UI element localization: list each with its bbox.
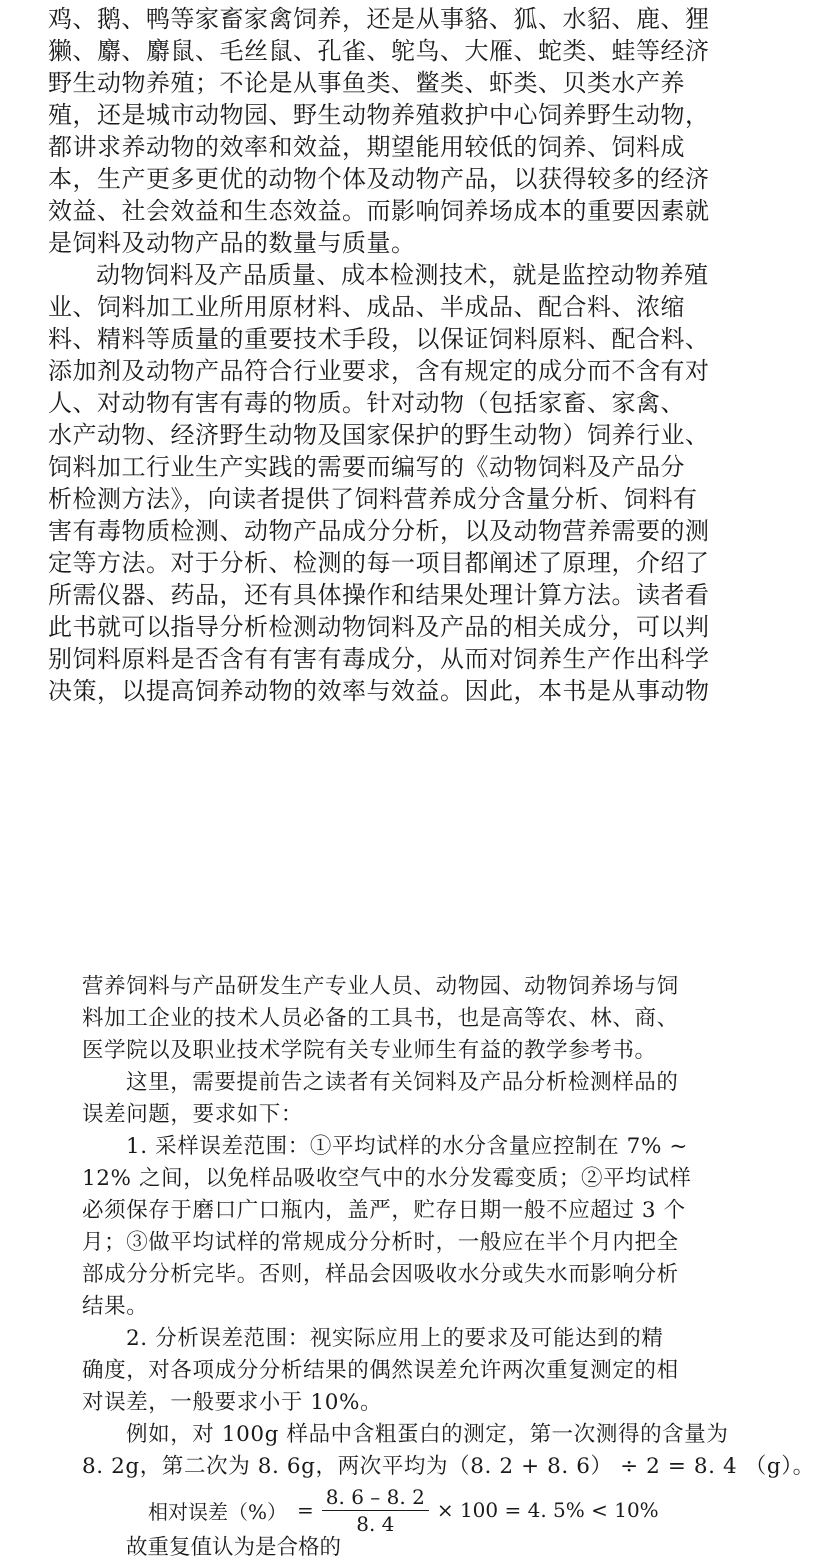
text-line: 料加工企业的技术人员必备的工具书，也是高等农、林、商、 (82, 1006, 679, 1031)
example-line: 例如，对 100g 样品中含粗蛋白的测定，第一次测得的含量为 (126, 1422, 729, 1447)
text-line: 别饲料原料是否含有有害有毒成分，从而对饲养生产作出科学 (48, 645, 710, 673)
text-line: 饲料加工行业生产实践的需要而编写的《动物饲料及产品分 (48, 453, 685, 481)
fraction-numerator: 8. 6 – 8. 2 (322, 1486, 429, 1511)
formula-fraction (322, 1486, 429, 1535)
text-line: 误差问题，要求如下： (82, 1102, 304, 1127)
text-line: 所需仪器、药品，还有具体操作和结果处理计算方法。读者看 (48, 581, 710, 609)
text-line: 业、饲料加工业所用原材料、成品、半成品、配合料、浓缩 (48, 293, 685, 321)
text-line: 医学院以及职业技术学院有关专业师生有益的教学参考书。 (82, 1038, 657, 1063)
list-item-1-line: 1. 采样误差范围：①平均试样的水分含量应控制在 7% ~ (126, 1134, 689, 1159)
text-line: 水产动物、经济野生动物及国家保护的野生动物）饲养行业、 (48, 421, 710, 449)
text-line: 效益、社会效益和生态效益。而影响饲养场成本的重要因素就 (48, 197, 710, 225)
text-line: 必须保存于磨口广口瓶内，盖严，贮存日期一般不应超过 3 个 (82, 1198, 686, 1223)
text-line: 对误差，一般要求小于 10%。 (82, 1390, 383, 1415)
paragraph-start-line: 动物饲料及产品质量、成本检测技术，就是监控动物养殖 (96, 261, 709, 289)
text-line: 月；③做平均试样的常规成分分析时，一般应在半个月内把全 (82, 1230, 679, 1255)
text-line: 12% 之间，以免样品吸收空气中的水分发霉变质；②平均试样 (82, 1166, 692, 1191)
text-line: 8. 2g，第二次为 8. 6g，两次平均为（8. 2 + 8. 6） ÷ 2 = 8. 4 （g）。 (82, 1454, 815, 1479)
text-line: 獭、麝、麝鼠、毛丝鼠、孔雀、鸵鸟、大雁、蛇类、蛙等经济 (48, 37, 710, 65)
text-line: 营养饲料与产品研发生产专业人员、动物园、动物饲养场与饲 (82, 974, 679, 999)
formula-equals: = (297, 1498, 314, 1522)
text-line: 都讲求养动物的效率和效益，期望能用较低的饲养、饲料成 (48, 133, 685, 161)
text-line: 析检测方法》，向读者提供了饲料营养成分含量分析、饲料有 (48, 485, 698, 513)
text-line: 定等方法。对于分析、检测的每一项目都阐述了原理，介绍了 (48, 549, 710, 577)
text-line: 人、对动物有害有毒的物质。针对动物（包括家畜、家禽、 (48, 389, 685, 417)
list-item-2-line: 2. 分析误差范围：视实际应用上的要求及可能达到的精 (126, 1326, 664, 1351)
text-line: 害有毒物质检测、动物产品成分分析，以及动物营养需要的测 (48, 517, 710, 545)
relative-error-formula (148, 1478, 659, 1542)
text-line: 结果。 (82, 1294, 149, 1319)
cut-off-text: 故重复值认为是合格的 (126, 1535, 342, 1560)
text-line: 是饲料及动物产品的数量与质量。 (48, 229, 416, 257)
text-line: 此书就可以指导分析检测动物饲料及产品的相关成分，可以判 (48, 613, 710, 641)
text-line: 殖，还是城市动物园、野生动物养殖救护中心饲养野生动物， (48, 101, 710, 129)
text-line: 鸡、鹅、鸭等家畜家禽饲养，还是从事貉、狐、水貂、鹿、狸 (48, 5, 710, 33)
fraction-denominator: 8. 4 (356, 1511, 395, 1536)
text-line: 确度，对各项成分分析结果的偶然误差允许两次重复测定的相 (82, 1358, 679, 1383)
text-line: 决策，以提高饲养动物的效率与效益。因此，本书是从事动物 (48, 677, 710, 705)
formula-lhs: 相对误差（%） (148, 1499, 288, 1524)
cut-off-line (126, 1535, 342, 1560)
text-line: 野生动物养殖；不论是从事鱼类、鳖类、虾类、贝类水产养 (48, 69, 685, 97)
paragraph-start-line: 这里，需要提前告之读者有关饲料及产品分析检测样品的 (126, 1070, 679, 1095)
text-line: 料、精料等质量的重要技术手段，以保证饲料原料、配合料、 (48, 325, 710, 353)
formula-rhs: × 100 = 4. 5% < 10% (436, 1498, 659, 1522)
text-line: 添加剂及动物产品符合行业要求，含有规定的成分而不含有对 (48, 357, 710, 385)
text-line: 部成分分析完毕。否则，样品会因吸收水分或失水而影响分析 (82, 1262, 679, 1287)
text-line: 本，生产更多更优的动物个体及动物产品，以获得较多的经济 (48, 165, 710, 193)
